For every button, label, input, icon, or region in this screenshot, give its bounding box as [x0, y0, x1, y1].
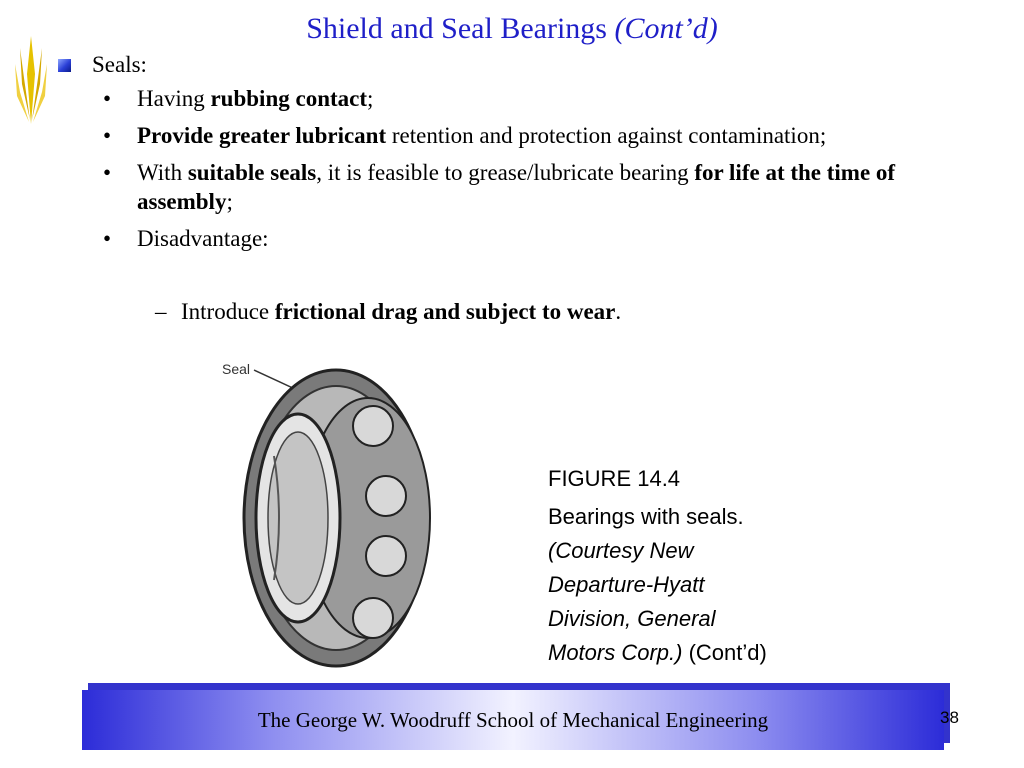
figure-caption — [548, 462, 767, 670]
level1-heading — [58, 52, 147, 78]
page-number: 38 — [940, 708, 959, 727]
sub-bullet-text: Introduce — [181, 299, 275, 324]
blue-square-bullet-icon — [58, 59, 71, 72]
bullet-item-3 — [103, 158, 963, 216]
bullet-list — [103, 84, 963, 261]
courtesy-line-4 — [548, 636, 767, 670]
sealed-bearing-illustration — [218, 356, 458, 670]
sub-bullet — [155, 297, 621, 326]
gold-flame-logo-icon — [14, 34, 48, 126]
bullet-dot: • — [103, 86, 112, 111]
title-suffix: (Cont’d) — [614, 12, 718, 45]
footer-bar — [82, 690, 944, 750]
seal-callout-label: Seal — [222, 361, 251, 377]
courtesy-line-4-text: (Cont’d) — [682, 640, 767, 665]
bullet-dot: • — [103, 160, 112, 185]
courtesy-line-4-italic: Motors Corp.) — [548, 640, 683, 665]
bullet-3-mid: , it is feasible to grease/lubricate bearing — [316, 160, 695, 185]
seals-label: Seals: — [92, 52, 147, 77]
figure-description: Bearings with seals. — [548, 504, 744, 529]
courtesy-line-2 — [548, 568, 767, 602]
sub-bullet-dash: – — [155, 299, 167, 324]
courtesy-line-2-text: Departure-Hyatt — [548, 572, 705, 597]
bullet-item-4 — [103, 224, 963, 253]
courtesy-line-1 — [548, 534, 767, 568]
bullet-2-text: retention and protection against contamination; — [386, 123, 827, 148]
title-main: Shield and Seal Bearings — [306, 12, 607, 45]
bullet-3-bold-2: for life at the time of assembly — [137, 160, 896, 214]
bullet-1-end: ; — [367, 86, 374, 111]
bullet-1-text: Having — [137, 86, 211, 111]
bullet-1-bold: rubbing contact — [210, 86, 368, 111]
sub-bullet-bold: frictional drag and subject to wear — [274, 299, 616, 324]
courtesy-line-3 — [548, 602, 767, 636]
bullet-dot: • — [103, 226, 112, 251]
bullet-3-bold-1: suitable seals — [187, 160, 317, 185]
bullet-3-text: With — [137, 160, 188, 185]
bullet-3-end: ; — [226, 189, 233, 214]
figure-number: FIGURE 14.4 — [548, 466, 681, 491]
bullet-item-2 — [103, 121, 963, 150]
courtesy-line-3-text: Division, General — [548, 606, 716, 631]
sub-bullet-end: . — [615, 299, 622, 324]
bullet-4-text: Disadvantage: — [137, 226, 269, 251]
bullet-dot: • — [103, 123, 112, 148]
bullet-2-bold: Provide greater lubricant — [137, 123, 387, 148]
slide-title — [0, 12, 1024, 46]
footer-text: The George W. Woodruff School of Mechanical Engineering — [257, 707, 769, 732]
bullet-item-1 — [103, 84, 963, 113]
courtesy-line-1-text: (Courtesy New — [548, 538, 694, 563]
